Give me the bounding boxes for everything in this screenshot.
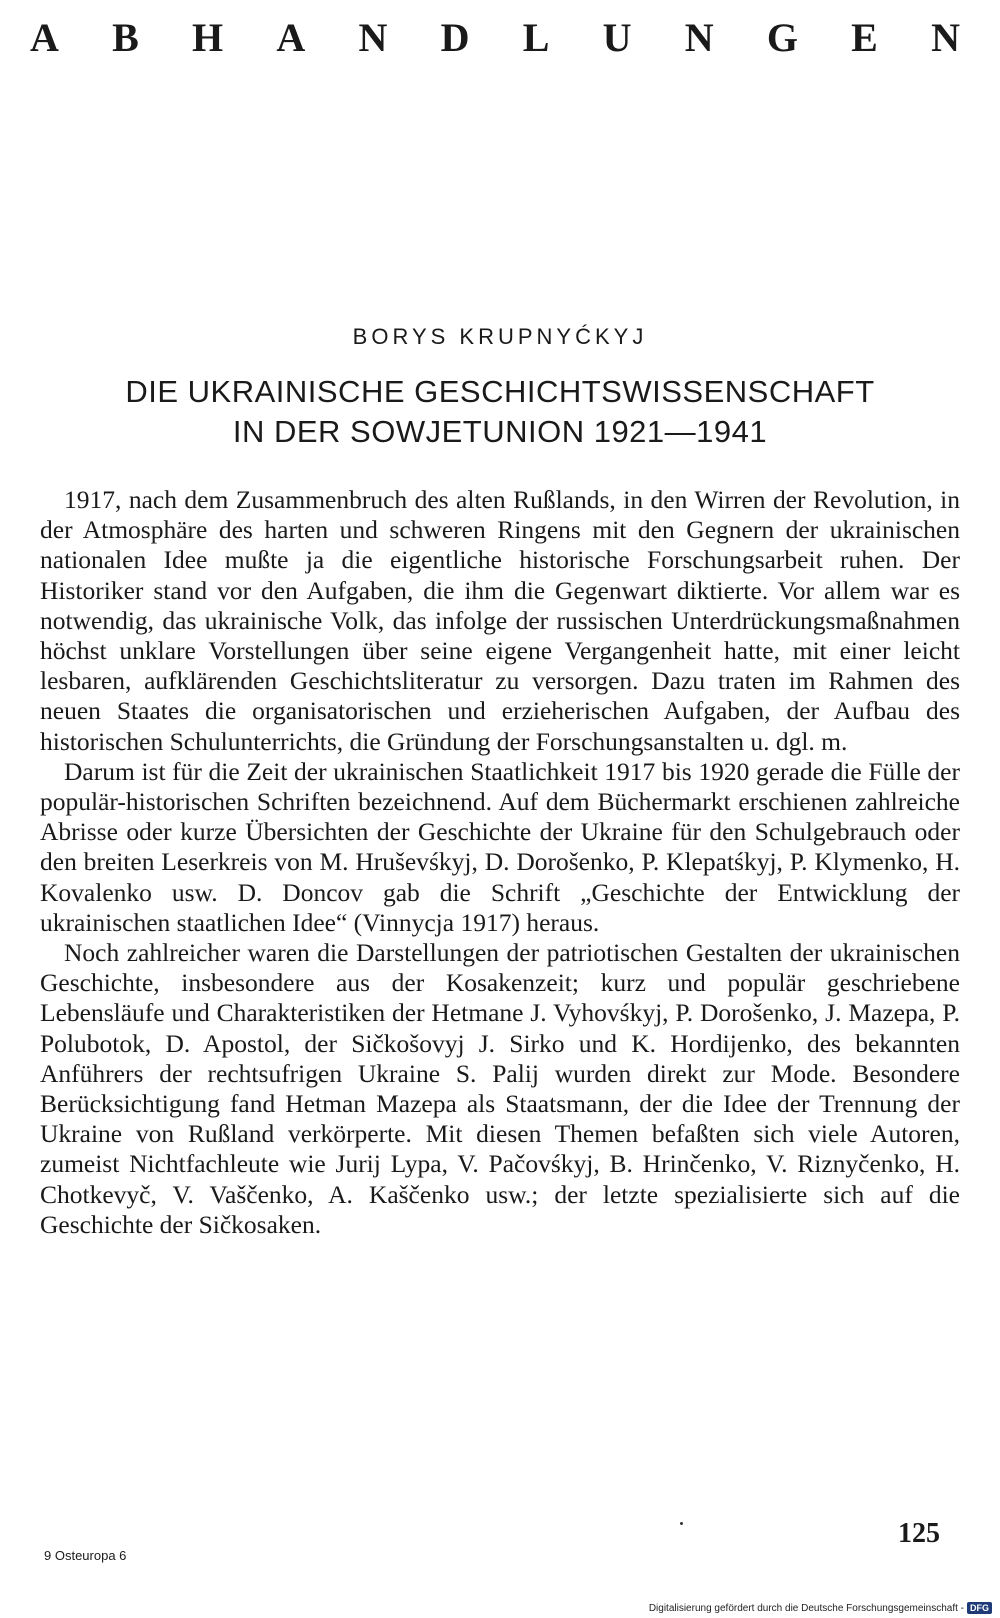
heading-letter: G <box>766 15 798 60</box>
heading-letter: H <box>192 15 224 60</box>
article-body <box>40 485 960 1240</box>
heading-letter: A <box>30 15 59 60</box>
dfg-logo-icon: DFG <box>967 1602 992 1614</box>
title-line-1: DIE UKRAINISCHE GESCHICHTSWISSENSCHAFT <box>125 374 875 409</box>
title-line-2: IN DER SOWJETUNION 1921—1941 <box>232 414 768 449</box>
heading-letter: E <box>851 15 878 60</box>
print-speck <box>680 1522 683 1525</box>
paragraph-3: Noch zahlreicher waren die Darstellungen der patriotischen Gestalten der ukrainischen Geschichte, insbesondere aus der Kosakenzeit; kurz und populär geschriebene Lebensläufe und Charakteristiken der Hetmane J. Vyhovśkyj, P. Dorošenko, J. Mazepa, P. Polubotok, D. Apostol, der Sičkošovyj J. Sirko und K. Hordijenko, des bekannten Anführers der rechtsufrigen Ukraine S. Palij wurden direkt zur Mode. Besondere Berücksichtigung fand Hetman Mazepa als Staatsmann, der die Idee der Trennung der Ukraine von Rußland verkörperte. Mit diesen Themen befaßten sich viele Autoren, zumeist Nichtfachleute wie Jurij Lypa, V. Pačovśkyj, B. Hrinčenko, V. Riznyčenko, H. Chotkevyč, V. Vaščenko, A. Kaščenko usw.; der letzte spezialisierte sich auf die Geschichte der Sičkosaken. <box>40 938 960 1239</box>
heading-letter: N <box>358 15 388 60</box>
heading-letter: B <box>112 15 139 60</box>
article-author: BORYS KRUPNYĆKYJ <box>352 324 648 349</box>
paragraph-1: 1917, nach dem Zusammenbruch des alten Rußlands, in den Wirren der Revolution, in der Atmosphäre des harten und schweren Ringens mit den Gegnern der ukrainischen nationalen Idee mußte ja die eigentliche historische Forschungsarbeit ruhen. Der Historiker stand vor den Aufgaben, die ihm die Gegenwart diktierte. Vor allem war es notwendig, das ukrainische Volk, das infolge der russischen Unterdrückungsmaßnahmen höchst unklare Vorstellungen über seine eigene Vergangenheit hatte, mit einer leicht lesbaren, aufklärenden Geschichtsliteratur zu versorgen. Dazu traten im Rahmen des neuen Staates die organisatorischen und erzieherischen Aufgaben, der Aufbau des historischen Schulunterrichts, die Gründung der Forschungsanstalten u. dgl. m. <box>40 485 960 756</box>
section-heading <box>30 14 960 61</box>
credit-text: Digitalisierung gefördert durch die Deutsche Forschungsgemeinschaft - <box>648 1602 964 1614</box>
heading-letter: A <box>276 15 306 60</box>
page-number: 125 <box>898 1518 940 1549</box>
signature-mark: 9 Osteuropa 6 <box>44 1548 127 1563</box>
paragraph-2: Darum ist für die Zeit der ukrainischen Staatlichkeit 1917 bis 1920 gerade die Fülle der populär-historischen Schriften bezeichnend. Auf dem Büchermarkt erschienen zahlreiche Abrisse oder kurze Übersichten der Geschichte der Ukraine für den Schulgebrauch oder den breiten Leserkreis von M. Hruševśkyj, D. Dorošenko, P. Klepatśkyj, P. Klymenko, H. Kovalenko usw. D. Doncov gab die Schrift „Geschichte der Entwicklung der ukrainischen staatlichen Idee“ (Vinnycja 1917) heraus. <box>40 756 960 937</box>
heading-letter: N <box>684 15 714 60</box>
heading-letter: L <box>522 15 550 60</box>
heading-letter: N <box>931 15 960 60</box>
article-title <box>0 372 1000 452</box>
heading-letter: U <box>602 15 632 60</box>
digitization-credit <box>649 1602 992 1614</box>
heading-letter: D <box>440 15 470 60</box>
